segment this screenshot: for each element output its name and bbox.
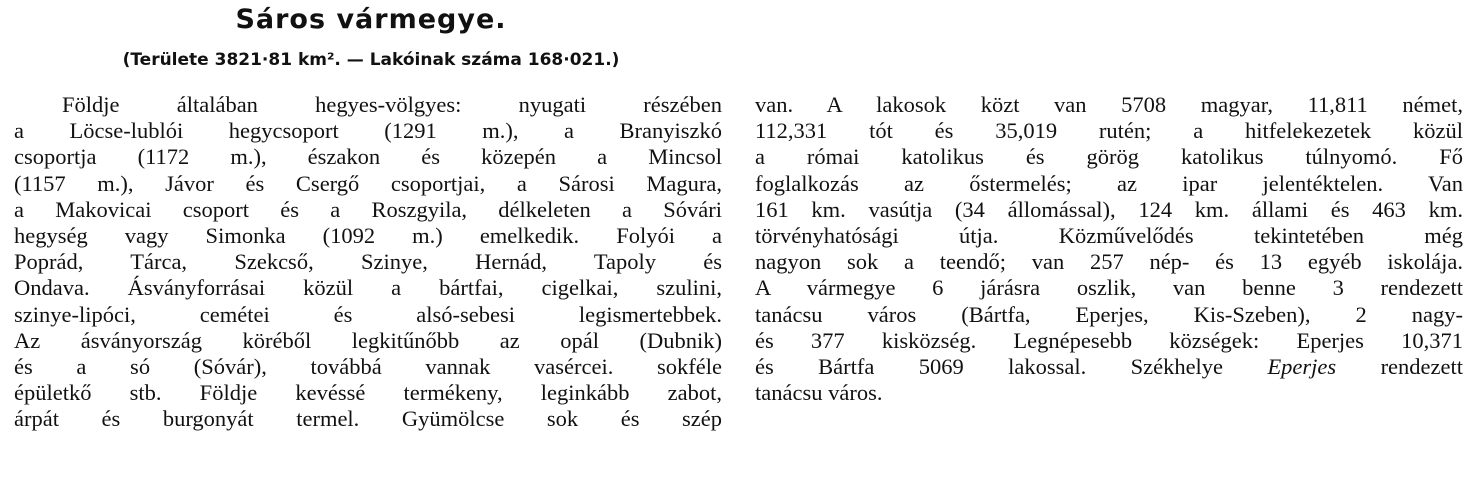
text-line: Az ásványország köréből legkitűnőbb az opál (Dubnik): [14, 327, 722, 353]
text-line: a Makovicai csoport és a Roszgyila, délkeleten a Sóvári: [14, 196, 722, 222]
page-subtitle: (Területe 3821·81 km². — Lakóinak száma 168·021.): [122, 50, 620, 70]
text-line: Ondava. Ásványforrásai közül a bártfai, cigelkai, szulini,: [14, 275, 722, 301]
text-line: Földje általában hegyes-völgyes: nyugati részében: [62, 92, 722, 117]
text-line: törvényhatósági útja. Közművelődés tekintetében még: [755, 222, 1463, 248]
left-text-column: [14, 92, 722, 432]
text-line-with-seat: [755, 354, 1463, 380]
text-line: és a só (Sóvár), továbbá vannak vasércei. sokféle: [14, 353, 722, 379]
text-line: (1157 m.), Jávor és Csergő csoportjai, a Sárosi Magura,: [14, 170, 722, 196]
text-line: épületkő stb. Földje kevéssé termékeny, leginkább zabot,: [14, 380, 722, 406]
text-line: csoportja (1172 m.), északon és közepén a Mincsol: [14, 144, 722, 170]
text-line: foglalkozás az őstermelés; az ipar jelentéktelen. Van: [755, 170, 1463, 196]
page-title: Sáros vármegye.: [235, 4, 507, 35]
text-line: tanácsu város (Bártfa, Eperjes, Kis-Szeben), 2 nagy-: [755, 301, 1463, 327]
text-segment: rendezett: [1380, 353, 1464, 379]
right-text-column: [755, 92, 1463, 406]
text-line: Poprád, Tárca, Szekcső, Szinye, Hernád, Tapoly és: [14, 249, 722, 275]
text-line: van. A lakosok közt van 5708 magyar, 11,811 német,: [755, 92, 1463, 117]
text-line: 161 km. vasútja (34 állomással), 124 km. állami és 463 km.: [755, 196, 1463, 222]
text-line: tanácsu város.: [755, 380, 883, 406]
text-line: A vármegye 6 járásra oszlik, van benne 3 rendezett: [755, 275, 1463, 301]
text-line: 112,331 tót és 35,019 rutén; a hitfelekezetek közül: [755, 118, 1463, 144]
county-seat-name: Eperjes: [1267, 353, 1337, 379]
text-line: a római katolikus és görög katolikus túlnyomó. Fő: [755, 144, 1463, 170]
text-line: nagyon sok a teendő; van 257 nép- és 13 egyéb iskolája.: [755, 249, 1463, 275]
text-line: és 377 kisközség. Legnépesebb községek: Eperjes 10,371: [755, 327, 1463, 353]
text-segment: és Bártfa 5069 lakossal. Székhelye: [755, 353, 1224, 379]
text-line: a Löcse-lublói hegycsoport (1291 m.), a Branyiszkó: [14, 118, 722, 144]
text-line: szinye-lipóci, cemétei és alsó-sebesi legismertebbek.: [14, 301, 722, 327]
text-line: hegység vagy Simonka (1092 m.) emelkedik. Folyói a: [14, 222, 722, 248]
text-line: árpát és burgonyát termel. Gyümölcse sok és szép: [14, 406, 722, 432]
